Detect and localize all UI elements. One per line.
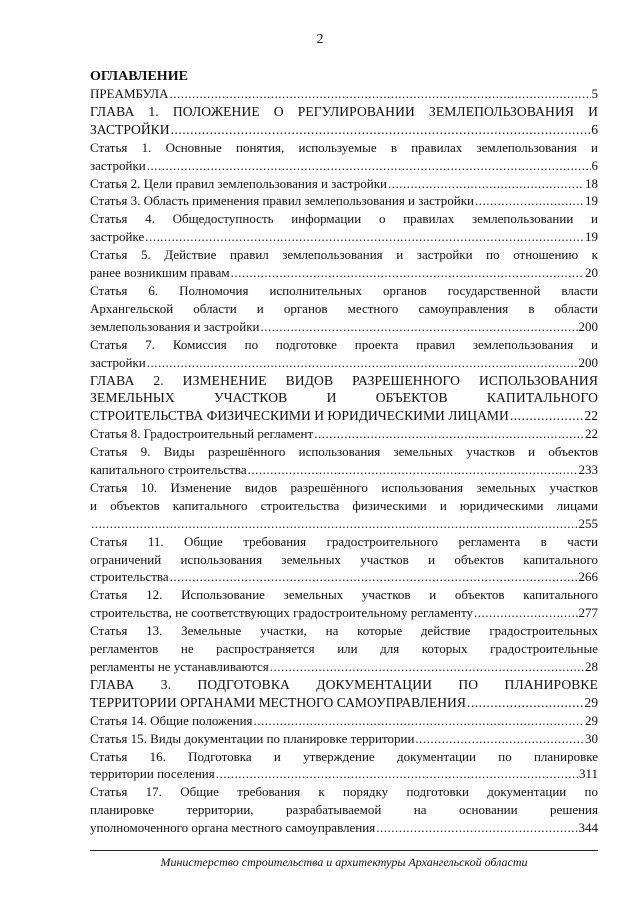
dot-leader — [254, 712, 584, 730]
toc-entry-text: Статья 6. Полномочия исполнительных органов государственной власти — [90, 282, 598, 298]
toc-entry-text: ПРЕАМБУЛА — [90, 86, 169, 101]
toc-page-number: 255 — [578, 515, 598, 531]
toc-article-entry[interactable] — [90, 210, 598, 246]
dot-leader — [170, 568, 578, 586]
toc-entry-text: регламенты не устанавливаются — [90, 659, 269, 674]
dot-leader — [145, 228, 584, 246]
table-of-contents — [90, 68, 598, 837]
dot-leader — [260, 318, 577, 336]
toc-article-entry[interactable] — [90, 479, 598, 533]
toc-entry-text: Статья 5. Действие правил землепользования и застройки по отношению к — [90, 247, 598, 263]
toc-article-entry[interactable] — [90, 139, 598, 175]
toc-entry-text: и объектов капитального строительства физическими и юридическими лицами — [90, 497, 598, 513]
dot-leader — [510, 407, 584, 425]
dot-leader — [415, 730, 584, 748]
toc-entry-text: Статья 12. Использование земельных участков и объектов капитального — [90, 587, 598, 603]
dot-leader — [474, 604, 578, 622]
toc-page-number: 6 — [591, 121, 598, 137]
toc-page-number: 22 — [585, 426, 598, 442]
toc-entry-text: Статья 8. Градостроительный регламент — [90, 426, 314, 442]
toc-entry-last-line — [90, 354, 598, 372]
toc-entry-text: ТЕРРИТОРИИ ОРГАНАМИ МЕСТНОГО САМОУПРАВЛЕНИЯ — [90, 694, 466, 710]
toc-entry-text: Статья 4. Общедоступность информации о правилах землепользовании и — [90, 211, 598, 227]
toc-page-number: 18 — [585, 175, 598, 191]
toc-entry-last-line — [90, 228, 598, 246]
toc-entry-text: застройки — [90, 157, 146, 173]
toc-entry-text: ограничений использования земельных участков и объектов капитального — [90, 551, 598, 567]
toc-entry-text: Статья 16. Подготовка и утверждение документации по планировке — [90, 748, 598, 764]
toc-chapter-entry[interactable] — [90, 372, 598, 426]
toc-entry-last-line — [90, 175, 598, 193]
toc-entry-text: Статья 11. Общие требования градостроительного регламента в части — [90, 533, 598, 549]
toc-article-entry[interactable] — [90, 282, 598, 336]
toc-entry-text: строительства — [90, 569, 169, 585]
toc-entry-last-line — [90, 85, 598, 103]
toc-entry-last-line — [90, 658, 598, 676]
toc-page-number: 200 — [578, 318, 598, 334]
toc-entry-last-line — [90, 425, 598, 443]
toc-page-number: 266 — [578, 569, 598, 585]
toc-entry-text: капитального строительства — [90, 462, 247, 478]
toc-article-entry[interactable] — [90, 622, 598, 676]
toc-article-entry[interactable] — [90, 246, 598, 282]
toc-entry-last-line — [90, 712, 598, 730]
toc-entry-text: уполномоченного органа местного самоуправления — [90, 820, 376, 836]
toc-entry-last-line — [90, 264, 598, 282]
toc-entry-last-line — [90, 157, 598, 175]
toc-entry-text: ГЛАВА 3. ПОДГОТОВКА ДОКУМЕНТАЦИИ ПО ПЛАНИРОВКЕ — [90, 676, 598, 692]
dot-leader — [169, 85, 590, 103]
toc-article-entry[interactable] — [90, 783, 598, 837]
page-number: 2 — [316, 32, 324, 47]
dot-leader — [248, 461, 578, 479]
dot-leader — [314, 425, 584, 443]
dot-leader — [216, 765, 578, 783]
toc-entry-last-line — [90, 515, 598, 533]
toc-entry-text: Статья 1. Основные понятия, используемые в правилах землепользования и — [90, 139, 598, 155]
toc-entry-text: строительства, не соответствующих градостроительному регламенту — [90, 605, 473, 621]
toc-page-number: 311 — [578, 766, 598, 782]
toc-article-entry[interactable] — [90, 730, 598, 748]
dot-leader — [270, 658, 584, 676]
toc-entry-text: планировке территории, разрабатываемой на основании решения — [90, 802, 598, 818]
footer-divider — [90, 850, 598, 851]
toc-entry-text: Статья 14. Общие положения — [90, 712, 253, 728]
toc-entry-last-line — [90, 318, 598, 336]
toc-entry-text: ранее возникшим правам — [90, 265, 230, 281]
toc-article-entry[interactable] — [90, 192, 598, 210]
dot-leader — [231, 264, 584, 282]
toc-entry-text: Статья 9. Виды разрешённого использования земельных участков и объектов — [90, 444, 598, 460]
dot-leader — [147, 354, 578, 372]
toc-article-entry[interactable] — [90, 748, 598, 784]
toc-article-entry[interactable] — [90, 336, 598, 372]
toc-article-entry[interactable] — [90, 175, 598, 193]
toc-entry-text: ЗАСТРОЙКИ — [90, 121, 170, 137]
toc-page-number: 19 — [585, 193, 598, 209]
toc-title: ОГЛАВЛЕНИЕ — [90, 69, 188, 84]
toc-page-number: 22 — [584, 408, 598, 424]
toc-entry-text: ГЛАВА 2. ИЗМЕНЕНИЕ ВИДОВ РАЗРЕШЕННОГО ИСПОЛЬЗОВАНИЯ — [90, 372, 598, 388]
toc-entry-last-line — [90, 694, 598, 712]
dot-leader — [475, 192, 584, 210]
toc-page-number: 30 — [585, 730, 598, 746]
toc-chapter-entry[interactable] — [90, 103, 598, 139]
toc-page-number: 277 — [578, 605, 598, 621]
toc-entry-last-line — [90, 461, 598, 479]
toc-entry-text: Статья 2. Цели правил землепользования и застройки — [90, 175, 388, 191]
toc-page-number: 29 — [584, 694, 598, 710]
toc-page-number: 29 — [585, 712, 598, 728]
footer-text: Министерство строительства и архитектуры Архангельской области — [160, 855, 528, 869]
toc-page-number: 19 — [585, 229, 598, 245]
toc-entry-text: землепользования и застройки — [90, 318, 260, 334]
toc-entry-text: застройки — [90, 354, 146, 370]
toc-entry-last-line — [90, 819, 598, 837]
toc-page-number: 6 — [591, 157, 598, 173]
toc-entry-text: Статья 17. Общие требования к порядку подготовки документации по — [90, 784, 598, 800]
toc-article-entry[interactable] — [90, 425, 598, 443]
toc-article-entry[interactable] — [90, 533, 598, 587]
toc-entry-text: ЗЕМЕЛЬНЫХ УЧАСТКОВ И ОБЪЕКТОВ КАПИТАЛЬНОГО — [90, 390, 598, 406]
dot-leader — [147, 157, 591, 175]
toc-entry-last-line — [90, 192, 598, 210]
toc-entry-last-line — [90, 730, 598, 748]
toc-entry-text: регламентов не распространяется или для которых градостроительные — [90, 641, 598, 657]
toc-page-number: 5 — [591, 86, 598, 101]
toc-article-entry[interactable] — [90, 586, 598, 622]
toc-entry-last-line — [90, 121, 598, 139]
toc-article-entry[interactable] — [90, 443, 598, 479]
toc-chapter-entry[interactable] — [90, 676, 598, 712]
toc-entry-text: территории поселения — [90, 766, 215, 782]
toc-entry-text: Статья 7. Комиссия по подготовке проекта правил землепользования и — [90, 336, 598, 352]
toc-article-entry[interactable] — [90, 85, 598, 103]
dot-leader — [388, 175, 584, 193]
toc-article-entry[interactable] — [90, 712, 598, 730]
toc-entries — [90, 85, 598, 837]
toc-entry-last-line — [90, 604, 598, 622]
toc-page-number: 200 — [578, 354, 598, 370]
toc-entry-last-line — [90, 568, 598, 586]
dot-leader — [376, 819, 577, 837]
toc-page-number: 20 — [585, 265, 598, 281]
dot-leader — [91, 515, 578, 533]
toc-entry-text: Статья 15. Виды документации по планировке территории — [90, 730, 415, 746]
toc-page-number: 233 — [578, 462, 598, 478]
toc-entry-text: застройке — [90, 229, 145, 245]
toc-entry-text: Статья 13. Земельные участки, на которые действие градостроительных — [90, 623, 598, 639]
toc-entry-text: Статья 3. Область применения правил землепользования и застройки — [90, 193, 475, 209]
dot-leader — [467, 694, 583, 712]
toc-page-number: 344 — [578, 820, 598, 836]
toc-page-number: 28 — [585, 659, 598, 674]
toc-entry-text: ГЛАВА 1. ПОЛОЖЕНИЕ О РЕГУЛИРОВАНИИ ЗЕМЛЕПОЛЬЗОВАНИЯ И — [90, 103, 598, 119]
toc-entry-text: СТРОИТЕЛЬСТВА ФИЗИЧЕСКИМИ И ЮРИДИЧЕСКИМИ ЛИЦАМИ — [90, 408, 509, 424]
toc-entry-text: Архангельской области и органов местного самоуправления в области — [90, 300, 598, 316]
toc-entry-last-line — [90, 407, 598, 425]
dot-leader — [171, 121, 591, 139]
toc-entry-last-line — [90, 765, 598, 783]
toc-entry-text: Статья 10. Изменение видов разрешённого использования земельных участков — [90, 479, 598, 495]
